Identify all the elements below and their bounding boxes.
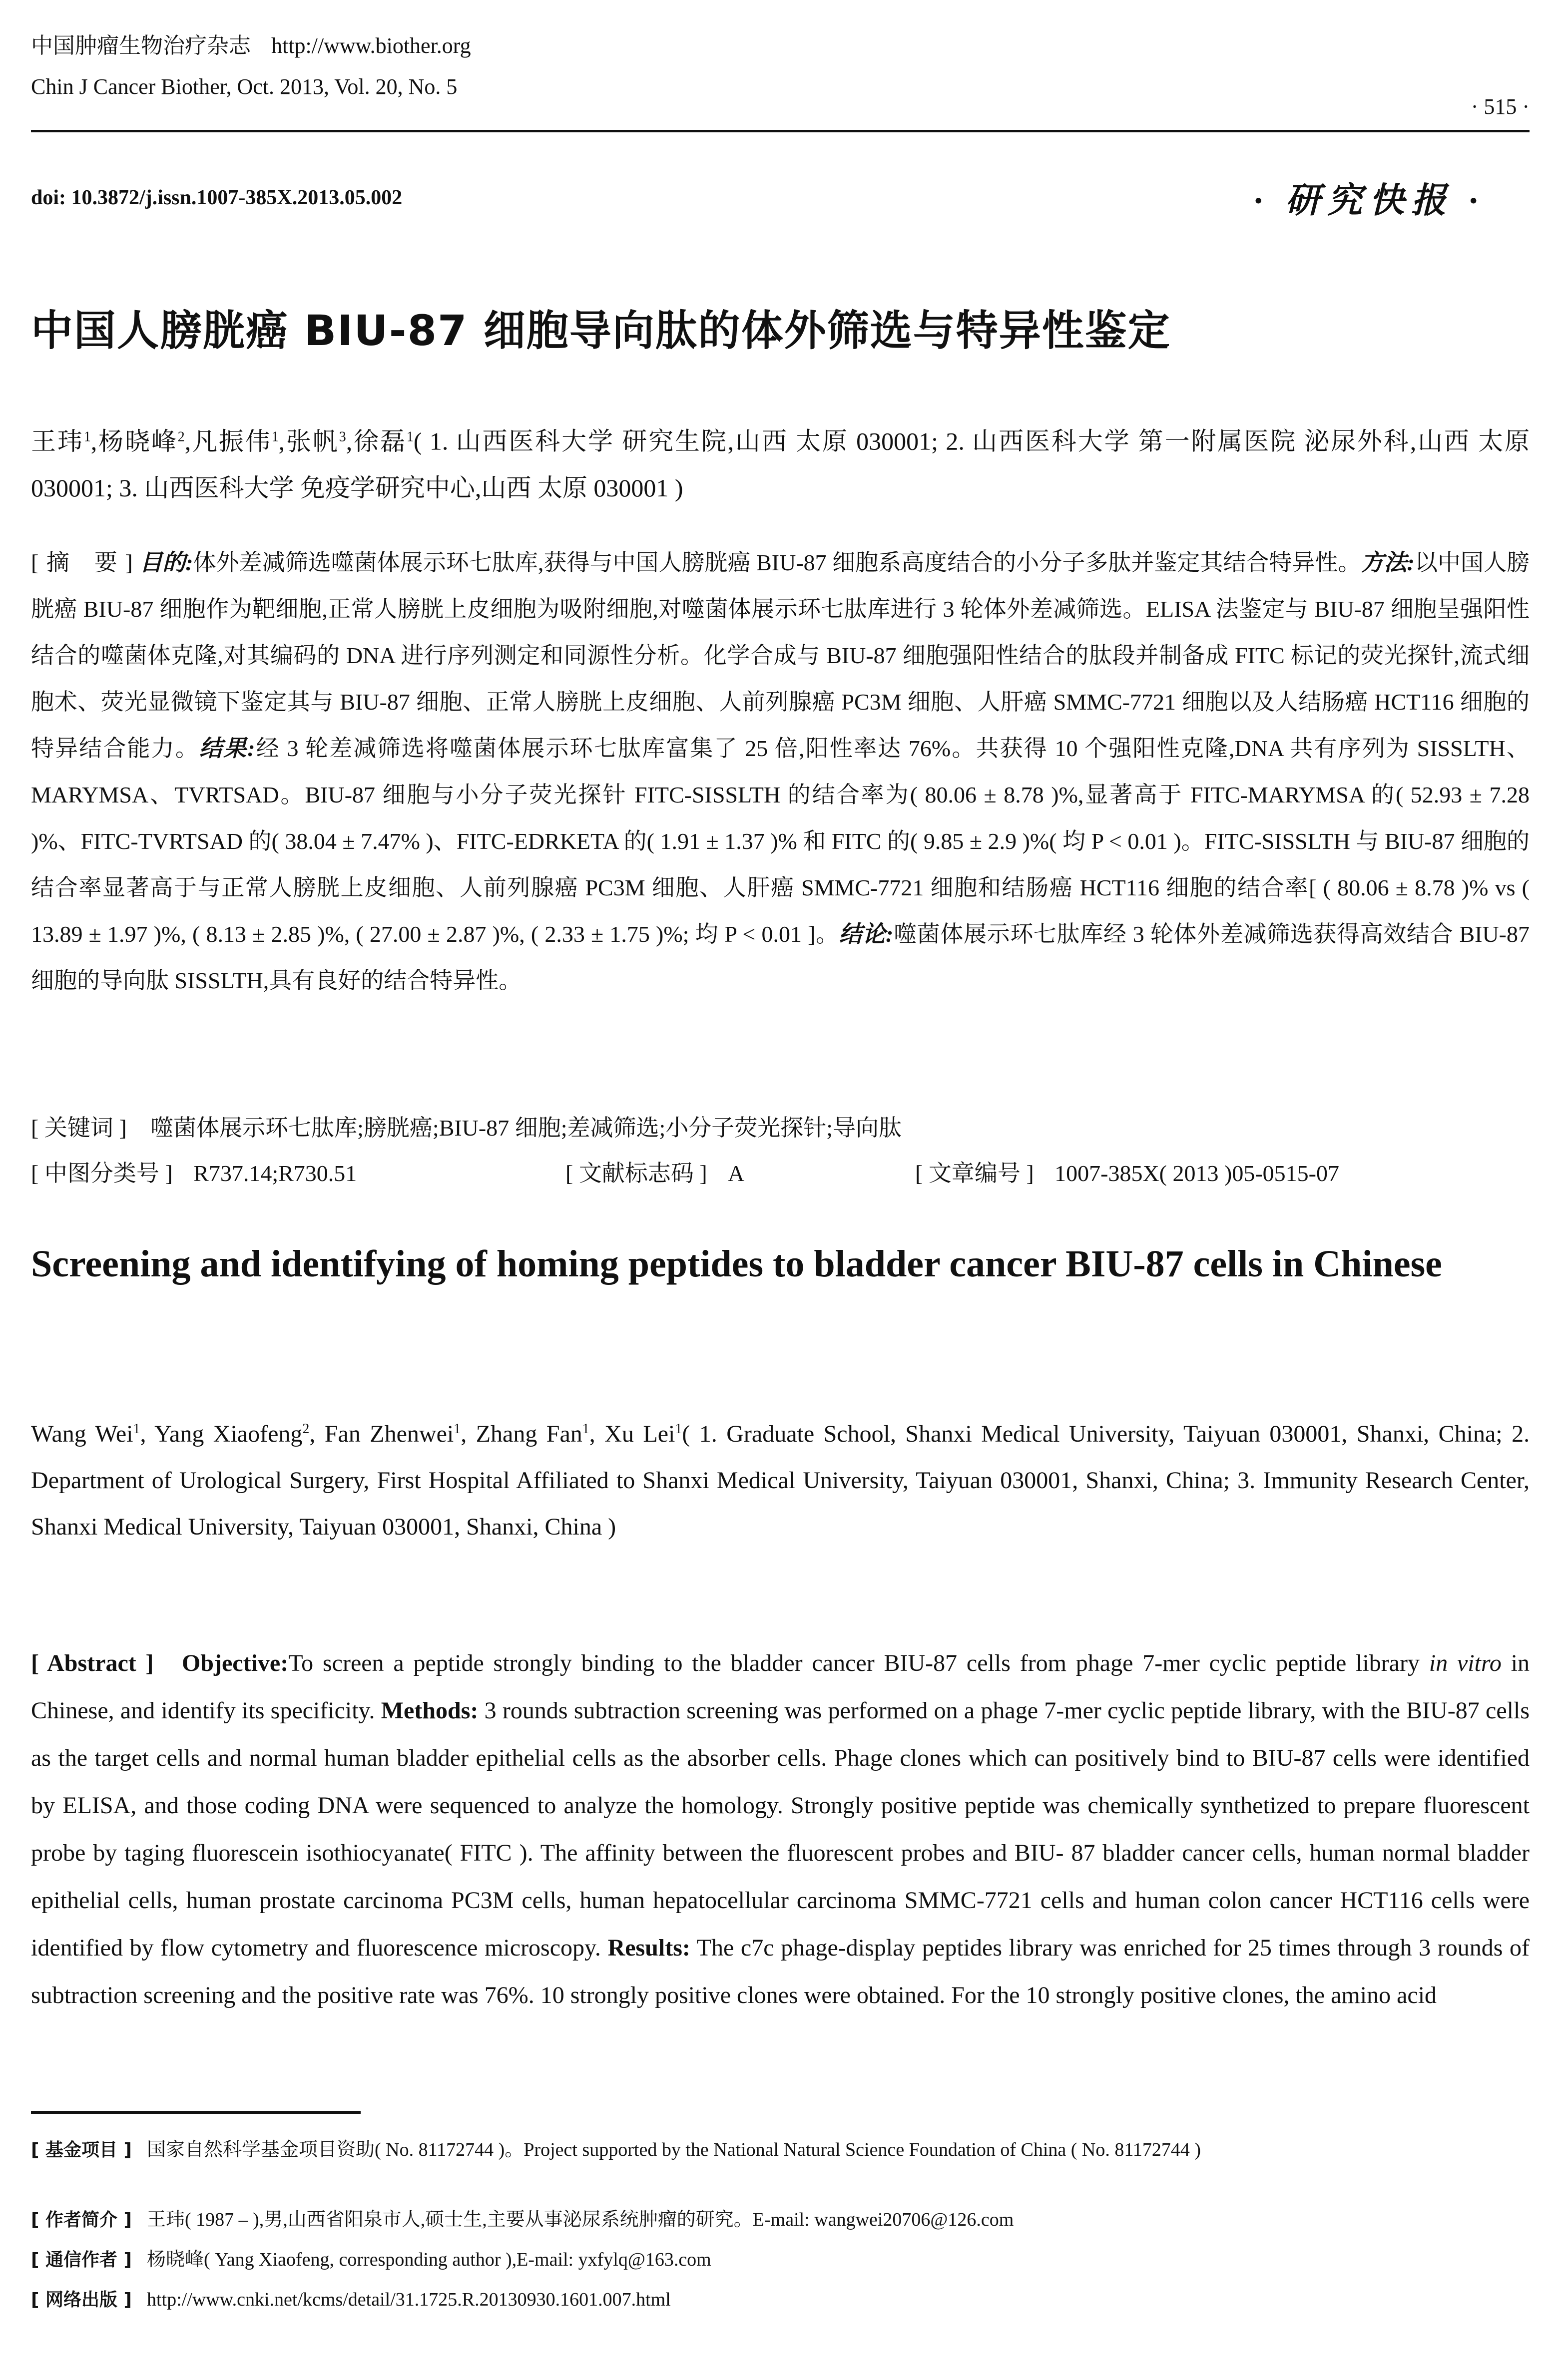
- objective-en-italic: in vitro: [1429, 1650, 1502, 1676]
- fund-label: [ 基金项目 ]: [31, 2140, 132, 2160]
- author-cn: 杨晓峰$^2$: [97, 427, 185, 455]
- conclusion-cn: 噬菌体展示环七肽库经 3 轮体外差减筛选获得高效结合 BIU-87 细胞的导向肽 SISSLTH,具有良好的结合特异性。: [31, 921, 1530, 993]
- online-label: [ 网络出版 ]: [31, 2290, 132, 2310]
- results-en: The c7c phage-display peptides library was enriched for 25 times through 3 rounds of subtraction screening and the positive rate was 76%. 10 strongly positive clones were obtained. For the 10 strongly positive clones, the amino acid: [31, 1935, 1530, 2008]
- author-cn: 张帆$^3$: [285, 427, 346, 455]
- journal-url[interactable]: http://www.biother.org: [271, 33, 471, 58]
- methods-en: 3 rounds subtraction screening was performed on a phage 7-mer cyclic peptide library, with the BIU-87 cells as the target cells and normal human bladder epithelial cells as the absorber cells. Phage clones which can positively bind to BIU-87 cells were identified by ELISA, and those coding DNA were sequenced to analyze the homology. Strongly positive peptide was chemically synthetized to prepare fluorescent probe by taging fluorescein isothiocyanate( FITC ). The affinity between the fluorescent probes and BIU- 87 bladder cancer cells, human normal bladder epithelial cells, human prostate carcinoma PC3M cells, human hepatocellular carcinoma SMMC-7721 cells and human colon cancer HCT116 cells were identified by flow cytometry and fluorescence microscopy.: [31, 1697, 1530, 1961]
- objective-en-b: in Chinese, and identify its specificity.: [31, 1650, 1530, 1724]
- authors-en: Wang Wei$^1$, Yang Xiaofeng$^2$, Fan Zhenwei$^1$, Zhang Fan$^1$, Xu Lei$^1$( 1. Graduate School, Shanxi Medical University, Taiyuan 030001, Shanxi, China; 2. Department of Urological Surgery, First Hospital Affiliated to Shanxi Medical University, Taiyuan 030001, Shanxi, China; 3. Immunity Research Center, Shanxi Medical University, Taiyuan 030001, Shanxi, China ): [31, 1421, 1530, 1540]
- article-no-label: [ 文章编号 ]: [915, 1161, 1034, 1186]
- doi[interactable]: doi: 10.3872/j.issn.1007-385X.2013.05.002: [31, 186, 403, 209]
- article-no-value: 1007-385X( 2013 )05-0515-07: [1054, 1161, 1339, 1186]
- keywords-value: 噬菌体展示环七肽库;膀胱癌;BIU-87 细胞;差减筛选;小分子荧光探针;导向肽: [150, 1115, 902, 1141]
- footnote-fund: [31, 2132, 1530, 2168]
- column-tag: · 研究快报 ·: [1254, 182, 1485, 220]
- objective-label-cn: 目的:: [139, 550, 193, 575]
- author-cn: 凡振伟$^1$: [191, 427, 279, 455]
- journal-citation-en: Chin J Cancer Biother, Oct. 2013, Vol. 20, No. 5: [31, 74, 458, 99]
- author-cn: 徐磊$^1$: [352, 427, 414, 455]
- affiliations-cn: ( 1. 山西医科大学 研究生院,山西 太原 030001; 2. 山西医科大学 第一附属医院 泌尿外科,山西 太原 030001; 3. 山西医科大学 免疫学研究中心,山西 太原 030001 ): [31, 427, 1530, 502]
- footnote-online: [31, 2282, 1530, 2318]
- methods-label-en: Methods:: [381, 1697, 479, 1724]
- author-en: Yang Xiaofeng$^2$: [154, 1421, 310, 1447]
- running-header-cn: [31, 35, 471, 57]
- journal-name-cn: 中国肿瘤生物治疗杂志: [31, 33, 251, 58]
- results-label-cn: 结果:: [199, 736, 255, 761]
- doc-code-label: [ 文献标志码 ]: [565, 1161, 707, 1186]
- methods-label-cn: 方法:: [1361, 550, 1415, 575]
- page-number: · 515 ·: [1471, 94, 1530, 119]
- objective-cn: 体外差减筛选噬菌体展示环七肽库,获得与中国人膀胱癌 BIU-87 细胞系高度结合的小分子多肽并鉴定其结合特异性。: [193, 550, 1361, 575]
- author-cn: 王玮$^1$: [31, 427, 91, 455]
- footnote-author: [31, 2202, 1530, 2238]
- author-bio-label: [ 作者简介 ]: [31, 2210, 132, 2230]
- author-en: Fan Zhenwei$^1$: [324, 1421, 461, 1447]
- doc-code-field: [565, 1155, 744, 1188]
- results-cn: 经 3 轮差减筛选将噬菌体展示环七肽库富集了 25 倍,阳性率达 76%。共获得 10 个强阳性克隆,DNA 共有序列为 SISSLTH、MARYMSA、TVRTSAD。BIU-87 细胞与小分子荧光探针 FITC-SISSLTH 的结合率为( 80.06 ± 8.78 )%,显著高于 FITC-MARYMSA 的( 52.93 ± 7.28 )%、FITC-TVRTSAD 的( 38.04 ± 7.47% )、FITC-EDRKETA 的( 1.91 ± 1.37 )% 和 FITC 的( 9.85 ± 2.9 )%( 均 P < 0.01 )。FITC-SISSLTH 与 BIU-87 细胞的结合率显著高于与正常人膀胱上皮细胞、人前列腺癌 PC3M 细胞、人肝癌 SMMC-7721 细胞和结肠癌 HCT116 细胞的结合率[ ( 80.06 ± 8.78 )% vs ( 13.89 ± 1.97 )%, ( 8.13 ± 2.85 )%, ( 27.00 ± 2.87 )%, ( 2.33 ± 1.75 )%; 均 P < 0.01 ]。: [31, 736, 1530, 947]
- conclusion-label-cn: 结论:: [839, 921, 894, 947]
- doc-code-value: A: [728, 1161, 745, 1186]
- objective-en-a: To screen a peptide strongly binding to the bladder cancer BIU-87 cells from phage 7-mer cyclic peptide library: [288, 1650, 1420, 1676]
- clc-value: R737.14;R730.51: [193, 1161, 357, 1186]
- article-no-field: [915, 1155, 1339, 1188]
- title-en: Screening and identifying of homing peptides to bladder cancer BIU-87 cells in Chinese: [31, 1243, 1442, 1285]
- author-en: Wang Wei$^1$: [31, 1421, 140, 1447]
- clc-field: [31, 1155, 357, 1188]
- results-label-en: Results:: [607, 1935, 690, 1961]
- corresponding-value: 杨晓峰( Yang Xiaofeng, corresponding author ),E-mail: yxfylq@163.com: [146, 2249, 711, 2270]
- author-bio-value: 王玮( 1987 – ),男,山西省阳泉市人,硕士生,主要从事泌尿系统肿瘤的研究。E-mail: wangwei20706@126.com: [146, 2209, 1014, 2230]
- title-cn: 中国人膀胱癌 BIU-87 细胞导向肽的体外筛选与特异性鉴定: [31, 306, 1171, 355]
- keywords-label: [ 关键词 ]: [31, 1115, 127, 1141]
- keywords-cn: [31, 1110, 902, 1143]
- abstract-cn-label: [ 摘 要 ]: [31, 550, 134, 575]
- header-rule: [31, 130, 1530, 132]
- objective-label-en: Objective:: [181, 1650, 289, 1676]
- footnote-rule: [31, 2111, 361, 2114]
- corresponding-label: [ 通信作者 ]: [31, 2250, 132, 2270]
- abstract-en: [31, 1639, 1530, 2019]
- abstract-en-label: [ Abstract ]: [31, 1650, 154, 1676]
- affiliations-en: ( 1. Graduate School, Shanxi Medical University, Taiyuan 030001, Shanxi, China; 2. Department of Urological Surgery, First Hospital Affiliated to Shanxi Medical University, Taiyuan 030001, Shanxi, China; 3. Immunity Research Center, Shanxi Medical University, Taiyuan 030001, Shanxi, China ): [31, 1421, 1530, 1540]
- author-en: Zhang Fan$^1$: [476, 1421, 589, 1447]
- footnote-corresponding: [31, 2242, 1530, 2278]
- online-link[interactable]: http://www.cnki.net/kcms/detail/31.1725.R.20130930.1601.007.html: [146, 2289, 671, 2310]
- clc-label: [ 中图分类号 ]: [31, 1161, 173, 1186]
- fund-value: 国家自然科学基金项目资助( No. 81172744 )。Project supported by the National Natural Science Foundation of China ( No. 81172744 ): [146, 2139, 1201, 2160]
- methods-cn: 以中国人膀胱癌 BIU-87 细胞作为靶细胞,正常人膀胱上皮细胞为吸附细胞,对噬菌体展示环七肽库进行 3 轮体外差减筛选。ELISA 法鉴定与 BIU-87 细胞呈强阳性结合的噬菌体克隆,对其编码的 DNA 进行序列测定和同源性分析。化学合成与 BIU-87 细胞强阳性结合的肽段并制备成 FITC 标记的荧光探针,流式细胞术、荧光显微镜下鉴定其与 BIU-87 细胞、正常人膀胱上皮细胞、人前列腺癌 PC3M 细胞、人肝癌 SMMC-7721 细胞以及人结肠癌 HCT116 细胞的特异结合能力。: [31, 550, 1530, 761]
- authors-cn: 王玮$^1$,杨晓峰$^2$,凡振伟$^1$,张帆$^3$,徐磊$^1$( 1. 山西医科大学 研究生院,山西 太原 030001; 2. 山西医科大学 第一附属医院 泌尿外科,山西 太原 030001; 3. 山西医科大学 免疫学研究中心,山西 太原 030001 ): [31, 427, 1530, 502]
- author-en: Xu Lei$^1$: [604, 1421, 682, 1447]
- abstract-cn: [31, 539, 1530, 1004]
